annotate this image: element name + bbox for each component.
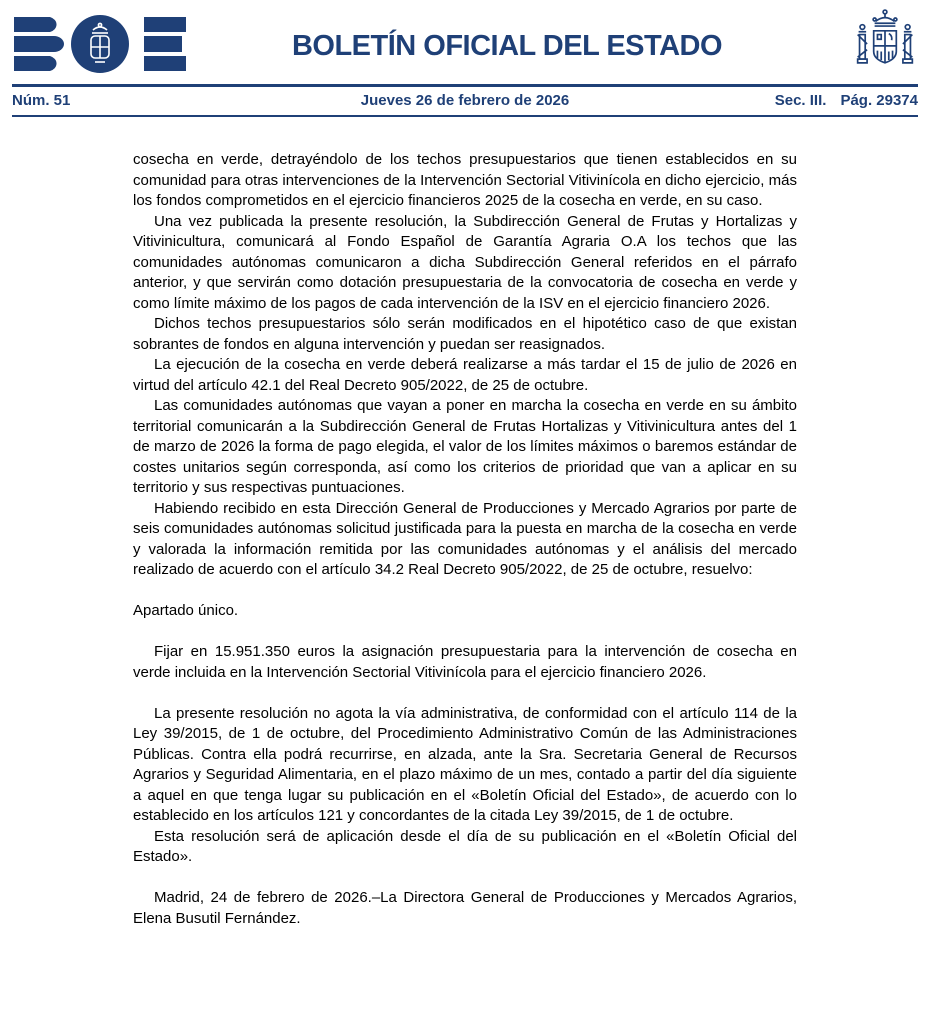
paragraph: La presente resolución no agota la vía administrativa, de conformidad con el artículo 114 de la Ley 39/2015, de 1 de octubre, del Procedimiento Administrativo Común de las Administraciones Públicas. Contra ella podrá recurrirse, en alzada, ante la Sra. Secretaria General de Recursos Agrarios y Seguridad Alimentaria, en el plazo máximo de un mes, contado a partir del día siguiente a aquel en que tenga lugar su publicación en el «Boletín Oficial del Estado», de acuerdo con lo establecido en los artículos 121 y concordantes de la citada Ley 39/2015, de 1 de octubre. [133,704,797,824]
paragraph: Habiendo recibido en esta Dirección General de Producciones y Mercado Agrarios por parte de seis comunidades autónomas solicitud justificada para la puesta en marcha de la cosecha en verde y valorada la información remitida por las comunidades autónomas y el análisis del mercado realizado de acuerdo con el artículo 34.2 Real Decreto 905/2022, de 25 de octubre, resuelvo: [133,499,797,578]
masthead [12,10,918,84]
issue-number: Núm. 51 [12,92,71,109]
paragraph: cosecha en verde, detrayéndolo de los techos presupuestarios que tienen establecidos en su comunidad para otras intervenciones de la Intervención Sectorial Vitivinícola en dicho ejercicio, más los fondos comprometidos en el ejercicio financieros 2025 de la cosecha en verde, en su caso. [133,151,797,209]
paragraph: Apartado único. [133,602,239,619]
paragraph: Madrid, 24 de febrero de 2026.–La Directora General de Producciones y Mercados Agrarios, Elena Busutil Fernández. [133,889,797,927]
section-label: Sec. III. [774,92,827,109]
boe-logo-icon [12,14,188,79]
spain-coat-of-arms-icon [852,8,918,85]
paragraph: Las comunidades autónomas que vayan a poner en marcha la cosecha en verde en su ámbito territorial comunicarán a la Subdirección General de Frutas Hortalizas y Vitivinicultura antes del 1 de marzo de 2026 la forma de pago elegida, el valor de los límites máximos o baremos estándar de costes unitarios según corresponda, así como los criterios de prioridad que van a aplicar en su territorio y sus respectivas puntuaciones. [133,397,797,496]
page-title: BOLETÍN OFICIAL DEL ESTADO [291,29,723,62]
paragraph: Fijar en 15.951.350 euros la asignación presupuestaria para la intervención de cosecha en verde incluida en la Intervención Sectorial Vitivinícola para el ejercicio financiero 2026. [133,643,797,681]
paragraph: Esta resolución será de aplicación desde el día de su publicación en el «Boletín Oficial del Estado». [133,827,797,865]
issue-info-bar [12,84,918,117]
issue-date: Jueves 26 de febrero de 2026 [360,92,570,109]
paragraph: Una vez publicada la presente resolución, la Subdirección General de Frutas y Hortalizas y Vitivinicultura, comunicará al Fondo Español de Garantía Agraria O.A los techos que las comunidades autónomas comunicaron a dicha Subdirección General referidos en el párrafo anterior, y que servirán como dotación presupuestaria de la convocatoria de cosecha en verde y como límite máximo de los pagos de cada intervención de la ISV en el ejercicio financiero 2026. [133,212,797,312]
paragraph: La ejecución de la cosecha en verde deberá realizarse a más tardar el 15 de julio de 2026 en virtud del artículo 42.1 del Real Decreto 905/2022, de 25 de octubre. [133,356,797,394]
document-body [133,150,797,929]
page-header [0,0,930,117]
page-number: Pág. 29374 [840,92,918,109]
paragraph: Dichos techos presupuestarios sólo serán modificados en el hipotético caso de que existan sobrantes de fondos en alguna intervención y puedan ser reasignados. [133,315,797,353]
